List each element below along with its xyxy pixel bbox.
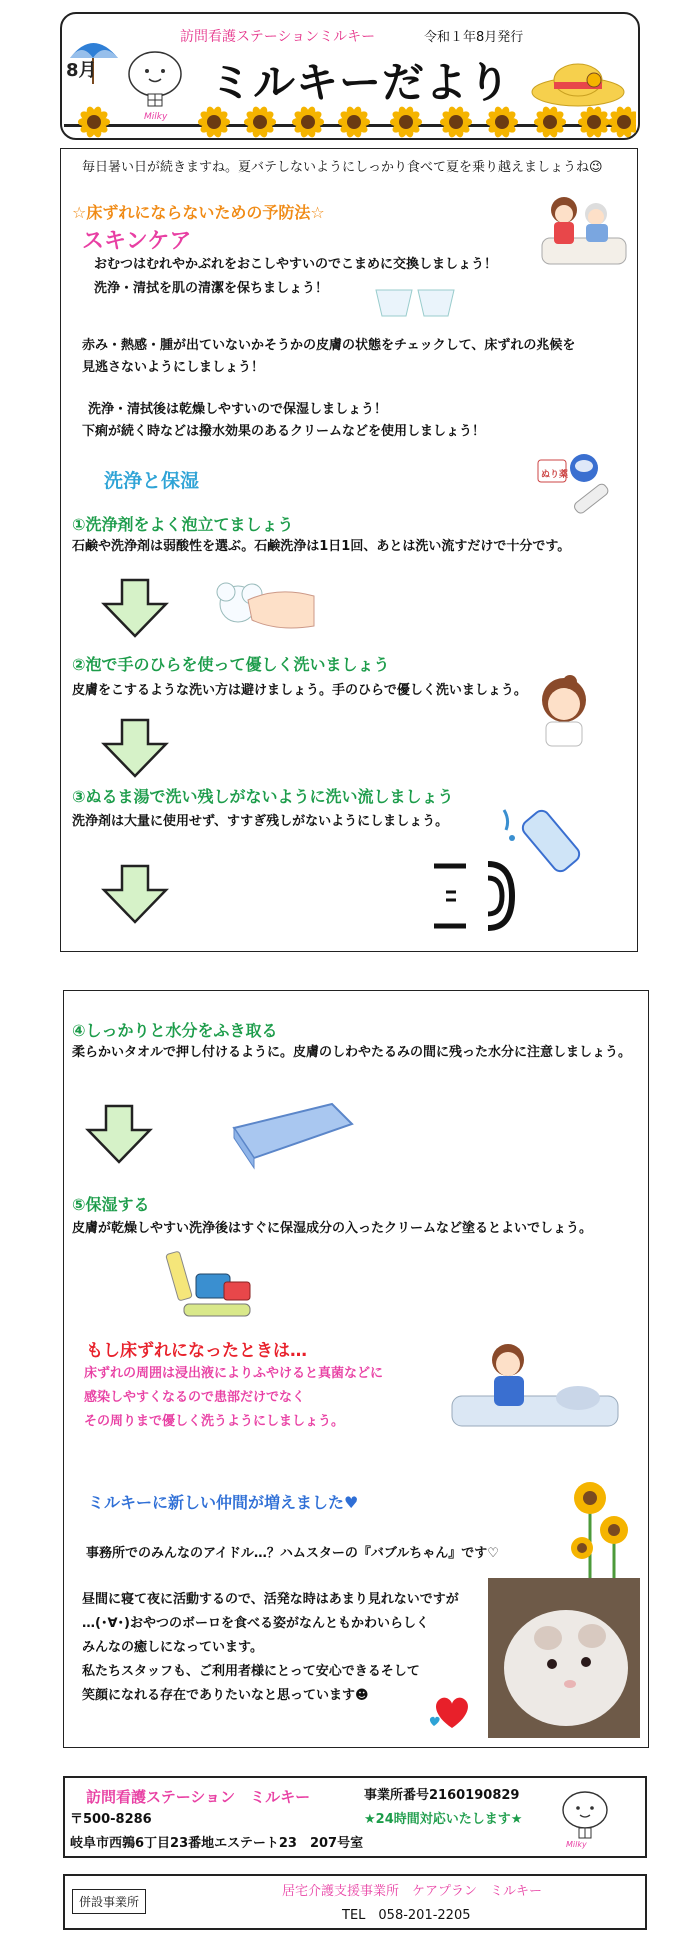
sunflower-icon (198, 106, 230, 139)
step-3-text: 洗浄剤は大量に使用せず、すすぎ残しがないようにしましょう。 (72, 814, 449, 829)
sunflower-icon (244, 106, 276, 139)
affiliate-name: 居宅介護支援事業所 ケアプラン ミルキー (282, 1884, 543, 1899)
down-arrow-icon (100, 718, 170, 778)
office-address: 岐阜市西鶉6丁目23番地エステート23 207号室 (70, 1836, 364, 1851)
step-5-text: 皮膚が乾燥しやすい洗浄後はすぐに保湿成分の入ったクリームなど塗るとよいでしょう。 (72, 1221, 593, 1236)
step-2-title: ②泡で手のひらを使って優しく洗いましょう (72, 655, 390, 674)
caregiver-washing-illustration (446, 1326, 622, 1444)
office-number: 事業所番号2160190829 (364, 1788, 520, 1803)
step-1-text: 石鹸や洗浄剤は弱酸性を選ぶ。石鹸洗浄は1日1回、あとは洗い流すだけで十分です。 (72, 539, 571, 554)
cream-bottle-icon (532, 446, 622, 524)
sunflower-icon (338, 106, 370, 139)
down-arrow-icon (84, 1104, 154, 1164)
skincare-line-2: 洗浄・清拭を肌の清潔を保ちましょう！ (94, 281, 329, 296)
sunflower-icon (562, 1478, 632, 1584)
mascot-script: Milky (144, 112, 168, 122)
step-2-text: 皮膚をこするような洗い方は避けましょう。手のひらで優しく洗いましょう。 (72, 683, 527, 698)
affiliate-label: 併設事業所 (72, 1889, 146, 1914)
down-arrow-icon (100, 864, 170, 924)
caregiver-illustration (534, 186, 630, 272)
bedsore-title: もし床ずれになったときは… (86, 1341, 307, 1361)
sunflower-icon (292, 106, 324, 139)
step-5-title: ⑤保湿する (72, 1195, 150, 1214)
intro-text: 毎日暑い日が続きますね。夏バテしないようにしっかり食べて夏を乗り越えましょうね😉 (82, 160, 603, 175)
step-4-text: 柔らかいタオルで押し付けるように。皮膚のしわやたるみの間に残った水分に注意しましょう。 (72, 1045, 632, 1060)
skincare-line-1: おむつはむれやかぶれをおこしやすいのでこまめに交換しましょう！ (94, 257, 498, 272)
wash-section-title: 洗浄と保湿 (104, 470, 200, 492)
news-line-3: …(･∀･)おやつのボーロを食べる姿がなんともかわいらしく (82, 1616, 429, 1631)
nurse-icon (528, 670, 598, 750)
bedsore-line-2: 感染しやすくなるので患部だけでなく (84, 1390, 306, 1405)
header-org: 訪問看護ステーションミルキー (180, 29, 376, 45)
news-line-4: みんなの癒しになっています。 (82, 1640, 263, 1655)
moisture-line-2: 下痢が続く時などは撥水効果のあるクリームなどを使用しましょう！ (82, 424, 486, 439)
cream-label: ぬり薬 (541, 470, 569, 480)
foam-hands-illustration (208, 566, 318, 644)
sunflower-icon (534, 106, 566, 139)
hearts-icon (426, 1688, 478, 1734)
cream-jars-icon (164, 1246, 260, 1326)
down-arrow-icon (100, 578, 170, 638)
sunflower-icon (578, 106, 610, 139)
news-line-5: 私たちスタッフも、ご利用者様にとって安心できるそして (82, 1664, 420, 1679)
sunflower-icon (608, 106, 636, 139)
diaper-icon (372, 282, 458, 322)
sunflower-icon (390, 106, 422, 139)
news-line-2: 昼間に寝て夜に活動するので、活発な時はあまり見れないですが (82, 1592, 459, 1607)
issue-date: 令和１年8月発行 (424, 30, 524, 45)
sunflower-row (64, 96, 636, 144)
hamster-photo (488, 1578, 640, 1738)
newsletter-title: ミルキーだより (210, 58, 512, 107)
sunflower-icon (78, 106, 110, 139)
step-3-title: ③ぬるま湯で洗い残しがないように洗い流しましょう (72, 787, 454, 806)
month-label: 8月 (66, 60, 97, 81)
support-note: ★24時間対応いたします★ (364, 1812, 523, 1827)
skincare-title: スキンケア (82, 229, 192, 254)
prevention-heading: ☆床ずれにならないための予防法☆ (72, 203, 325, 222)
skin-check-line-1: 赤み・熱感・腫が出ていないかそうかの皮膚の状態をチェックして、床ずれの兆候を (82, 338, 576, 353)
sunflower-icon (486, 106, 518, 139)
step-1-title: ①洗浄剤をよく泡立てましょう (72, 515, 294, 534)
news-title: ミルキーに新しい仲間が増えました♥ (88, 1493, 359, 1512)
rinse-water-icon (426, 856, 516, 936)
bedsore-line-3: その周りまで優しく洗うようにしましょう。 (84, 1414, 345, 1429)
sunflower-icon (440, 106, 472, 139)
towel-icon (228, 1098, 358, 1174)
news-line-6: 笑顔になれる存在でありたいなと思っています☻ (82, 1688, 369, 1703)
affiliate-tel: TEL 058-201-2205 (342, 1908, 471, 1923)
bedsore-line-1: 床ずれの周囲は浸出液によりふやけると真菌などに (84, 1366, 384, 1381)
step-4-title: ④しっかりと水分をふき取る (72, 1021, 278, 1040)
moisture-line-1: 洗浄・清拭後は乾燥しやすいので保湿しましょう！ (88, 402, 388, 417)
office-zip: 〒500-8286 (70, 1812, 152, 1827)
news-line-1: 事務所でのみんなのアイドル…？ハムスターの『バブルちゃん』です♡ (86, 1546, 499, 1561)
office-name: 訪問看護ステーション ミルキー (86, 1788, 311, 1806)
skin-check-line-2: 見逃さないようにしましょう！ (82, 360, 265, 375)
mascot-script: Milky (566, 1840, 587, 1849)
